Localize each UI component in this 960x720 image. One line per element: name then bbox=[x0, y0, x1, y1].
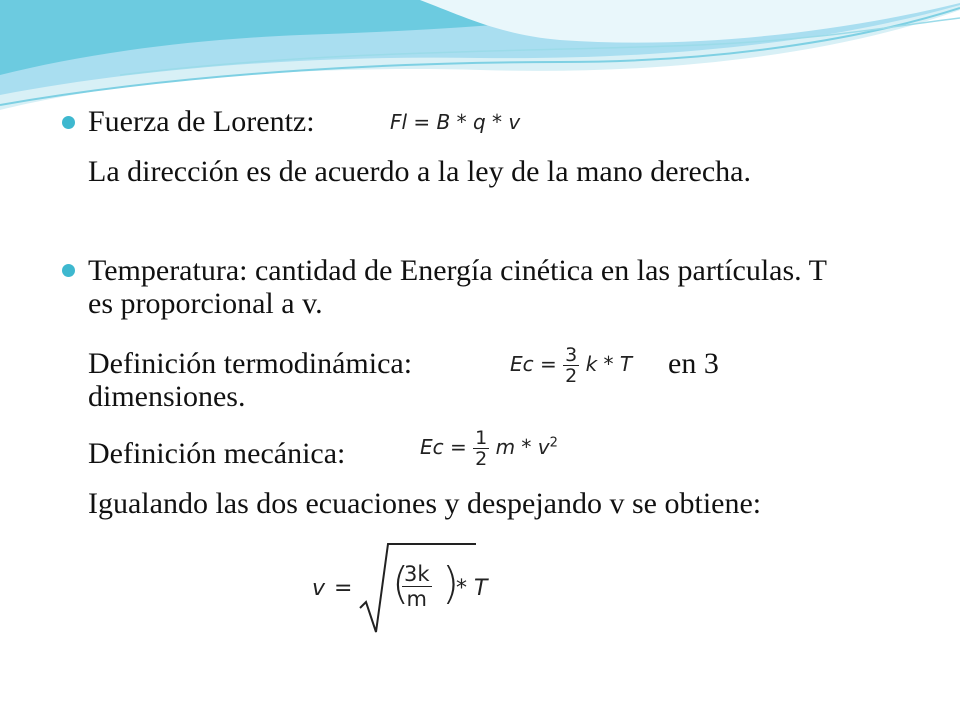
thermo-num: 3 bbox=[565, 344, 578, 366]
lorentz-equation: Fl = B * q * v bbox=[390, 110, 521, 134]
mech-rest: m * v bbox=[495, 435, 550, 459]
final-rest: * T bbox=[456, 576, 488, 601]
thermo-suffix-line2: dimensiones. bbox=[88, 380, 246, 413]
lorentz-direction-text: La dirección es de acuerdo a la ley de la mano derecha. bbox=[88, 155, 751, 188]
mech-label: Definición mecánica: bbox=[88, 437, 346, 470]
thermo-lhs: Ec bbox=[510, 352, 534, 376]
thermo-rest: k * T bbox=[585, 352, 633, 376]
thermo-label: Definición termodinámica: bbox=[88, 347, 413, 380]
bullet-dot bbox=[62, 264, 75, 277]
temperature-text: Temperatura: cantidad de Energía cinética en las partículas. T es proporcional a v. bbox=[88, 254, 827, 320]
thermo-suffix: en 3 bbox=[668, 347, 719, 380]
mech-fraction bbox=[473, 428, 489, 469]
bullet-dot bbox=[62, 116, 75, 129]
header-wave-decoration bbox=[0, 0, 960, 120]
conclusion-text: Igualando las dos ecuaciones y despejando v se obtiene: bbox=[88, 487, 762, 520]
mech-exp: 2 bbox=[549, 435, 558, 451]
mech-num: 1 bbox=[475, 427, 488, 449]
final-fraction bbox=[402, 562, 432, 611]
thermo-den: 2 bbox=[565, 365, 578, 387]
final-num: 3k bbox=[404, 562, 430, 586]
final-den: m bbox=[406, 587, 427, 611]
lorentz-label: Fuerza de Lorentz: bbox=[88, 105, 315, 138]
lorentz-rhs: B * q * v bbox=[436, 110, 521, 134]
thermo-equation: Ec = $\frac{3}{2}$ k * T bbox=[510, 344, 633, 387]
mech-lhs: Ec bbox=[420, 435, 444, 459]
final-lhs: v bbox=[312, 576, 326, 601]
mech-den: 2 bbox=[475, 448, 488, 470]
mech-equation: Ec = $\frac{1}{2}$ m * $v^2$ bbox=[420, 427, 558, 470]
lorentz-lhs: Fl bbox=[390, 110, 408, 134]
final-equation: v = ( $\frac{3k}{m}$ ) * T bbox=[312, 540, 492, 635]
thermo-fraction bbox=[563, 345, 579, 386]
